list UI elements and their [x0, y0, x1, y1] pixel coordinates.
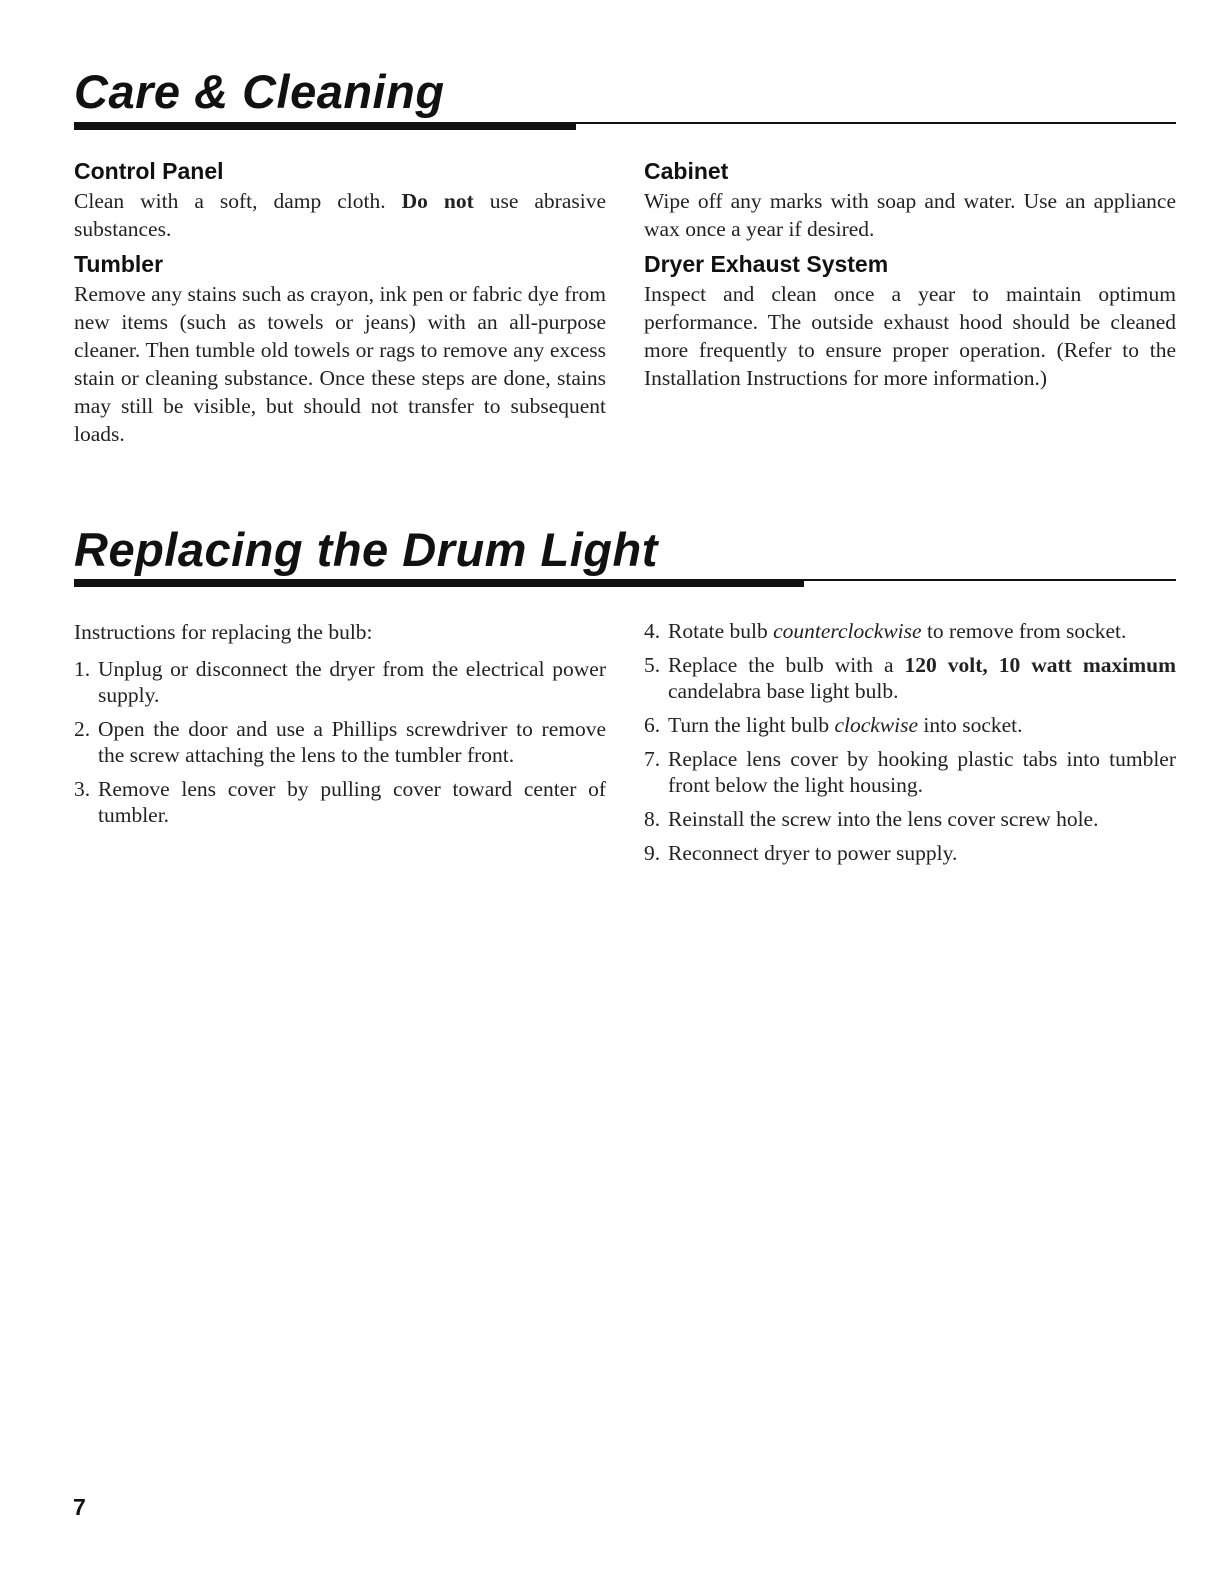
step-text: Replace the bulb with a: [668, 653, 905, 677]
control-panel-text: [74, 187, 606, 243]
step-text-emphasis: counterclockwise: [773, 619, 922, 643]
step-item: [74, 776, 606, 828]
step-item: [74, 716, 606, 768]
step-text: Rotate bulb: [668, 619, 774, 643]
page-number: 7: [73, 1494, 86, 1520]
step-number: 2.: [74, 717, 91, 741]
step-number: 4.: [644, 619, 661, 643]
cabinet-text: Wipe off any marks with soap and water. Use an appliance wax once a year if desired.: [644, 189, 1176, 241]
step-text: Turn the light bulb: [668, 713, 835, 737]
dryer-exhaust-text: Inspect and clean once a year to maintain optimum performance. The outside exhaust hood should be cleaned more frequently to ensure proper operation. (Refer to the Installation Instructions for more information.): [644, 282, 1176, 390]
care-right-column: [644, 158, 1176, 400]
drum-light-title: Replacing the Drum Light: [74, 523, 658, 576]
step-item: [644, 746, 1176, 798]
step-item: [644, 652, 1176, 704]
tumbler-text: Remove any stains such as crayon, ink pen or fabric dye from new items (such as towels or jeans) with an all-purpose cleaner. Then tumble old towels or rags to remove any excess stain or cleaning substance. Once these steps are done, stains may still be visible, but should not transfer to subsequent loads.: [74, 282, 606, 446]
tumbler-heading: Tumbler: [74, 251, 164, 277]
step-item: [74, 656, 606, 708]
step-text-emphasis: clockwise: [834, 713, 919, 737]
step-number: 6.: [644, 713, 661, 737]
cabinet-heading: Cabinet: [644, 158, 729, 184]
care-cleaning-title: Care & Cleaning: [74, 65, 445, 118]
title-underline-thick: [74, 579, 804, 587]
care-left-column: [74, 158, 606, 456]
steps-list-left: [74, 656, 606, 828]
step-item: [644, 712, 1176, 738]
step-text: Reconnect dryer to power supply.: [668, 841, 958, 865]
step-number: 1.: [74, 657, 91, 681]
bulb-spec: 120 volt, 10 watt maximum: [904, 653, 1176, 677]
steps-list-right: [644, 618, 1176, 866]
title-underline-thin: [576, 122, 1176, 124]
step-text: Replace lens cover by hooking plastic tabs into tumbler front below the light housing.: [668, 747, 1176, 797]
drum-light-right-column: [644, 618, 1176, 874]
step-text: candelabra base light bulb.: [668, 679, 899, 703]
control-panel-text-part: Clean with a soft, damp cloth.: [74, 189, 402, 213]
step-text: Open the door and use a Phillips screwdriver to remove the screw attaching the lens to the tumbler front.: [98, 717, 606, 767]
step-number: 5.: [644, 653, 661, 677]
title-underline-thin: [804, 579, 1176, 581]
step-text: into socket.: [918, 713, 1023, 737]
drum-light-left-column: [74, 618, 606, 836]
step-number: 7.: [644, 747, 661, 771]
title-underline-thick: [74, 122, 576, 130]
step-text: Reinstall the screw into the lens cover screw hole.: [668, 807, 1099, 831]
step-text: Unplug or disconnect the dryer from the electrical power supply.: [98, 657, 606, 707]
step-number: 9.: [644, 841, 661, 865]
step-text: to remove from socket.: [921, 619, 1127, 643]
control-panel-warning: Do not: [401, 189, 474, 213]
dryer-exhaust-heading: Dryer Exhaust System: [644, 251, 889, 277]
drum-light-intro: Instructions for replacing the bulb:: [74, 620, 373, 644]
step-text: Remove lens cover by pulling cover toward center of tumbler.: [98, 777, 606, 827]
step-item: [644, 618, 1176, 644]
control-panel-text-part: use abrasive substances.: [74, 189, 606, 241]
step-item: [644, 806, 1176, 832]
control-panel-heading: Control Panel: [74, 158, 224, 184]
step-number: 8.: [644, 807, 661, 831]
step-item: [644, 840, 1176, 866]
step-number: 3.: [74, 777, 91, 801]
